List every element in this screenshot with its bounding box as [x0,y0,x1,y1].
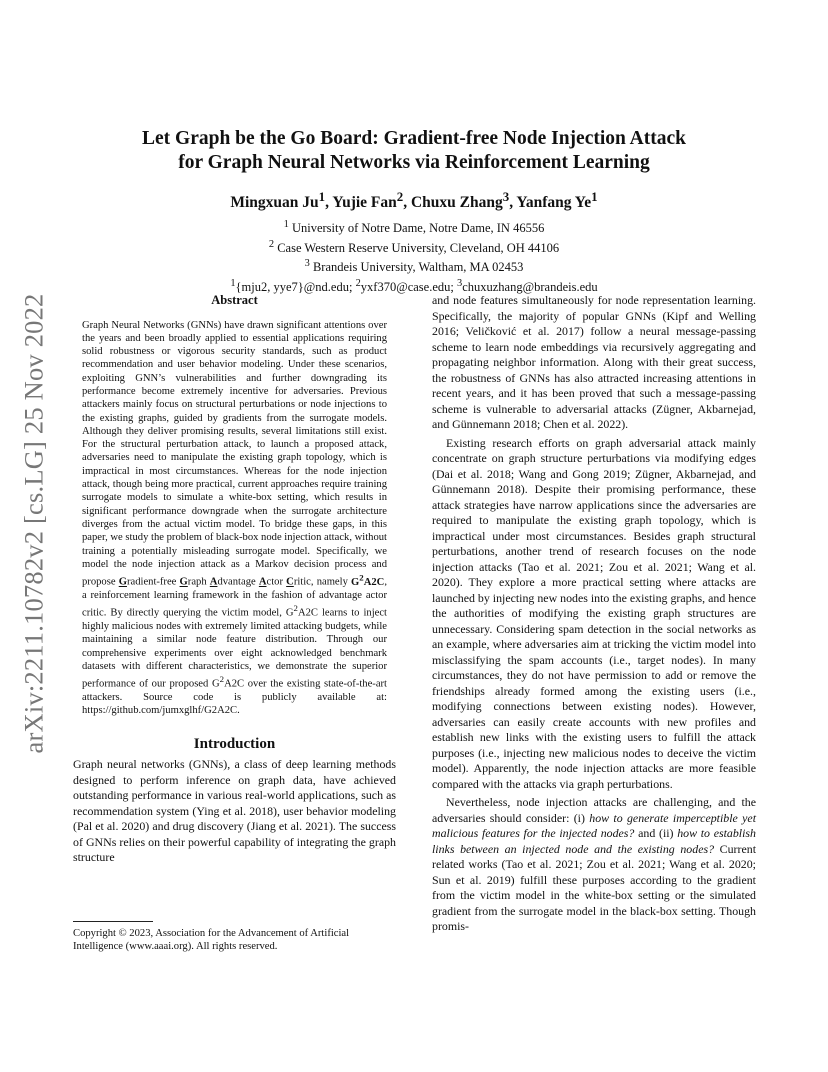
acronym-letter: G [179,576,188,588]
acronym-letter: A [209,576,218,588]
email-text: {mju2, yye7}@nd.edu; [235,280,356,294]
acronym-letter: C [286,576,294,588]
author-affil-sup: 3 [502,189,510,204]
right-paragraph-3 [432,795,756,935]
method-name-sup: 2 [359,572,364,583]
abstract-text: raph [187,576,210,588]
arxiv-id-text: arXiv:2211.10782v2 [cs.LG] 25 Nov 2022 [18,292,49,754]
title-line-2: for Graph Neural Networks via Reinforcement Learning [178,152,650,173]
author-affil-sup: 1 [318,189,326,204]
paragraph-text: Nevertheless, node injection attacks are challenging, and the adversaries should consider: (i) [432,795,756,825]
method-name [351,572,385,588]
email-text: yxf370@case.edu; [360,280,457,294]
method-name-part: A2C [297,607,318,619]
abstract-text: , a reinforcement learning framework in the fashion of advantage actor critic. By directly querying the victim model, [82,576,387,619]
abstract-text: over the existing state-of-the-art attackers. Source code is publicly available at: https://github.com/jumxglhf/G2A2C. [82,678,387,717]
arxiv-identifier-stamp [12,283,56,763]
copyright-footnote: Copyright © 2023, Association for the Advancement of Artificial Intelligence (www.aaai.org). All rights reserved. [73,928,350,953]
abstract-body [73,319,396,718]
author-name: Chuxu Zhang [410,194,503,212]
paragraph-text: and (ii) [634,826,678,840]
method-name-part: A2C [363,576,385,588]
email-sup: 1 [230,277,236,289]
affiliation-sup: 3 [304,258,310,270]
method-name-part: G [211,678,220,690]
email-text: chuxuzhang@brandeis.edu [462,280,598,294]
affiliation [72,256,756,276]
right-paragraph-2: Existing research efforts on graph adversarial attack mainly concentrate on graph structure perturbations via modifying edges (Dai et al. 2018; Wang and Gong 2019; Zügner, Akbarnejad, and Günnemann 2018). Despite their promising performance, these attack strategies have narrow applications since the adversaries are required to manipulate the existing graph topology, which is impractical under most circumstances. Besides graph structural perturbations, another trend of research focuses on the node injection attacks (Tao et al. 2021; Zou et al. 2021; Wang et al. 2020). They explore a more practical setting where attacks are launched by injecting new nodes into the existing graphs, and hence the authorities of modifying the existing graph structures are unnecessary. Considering spam detection in the social networks as an example, where adversaries aim at tricking the victim model into misclassifying the spam accounts (i.e., target nodes). In many circumstances, they do not have permission to add or remove the friendships already formed among the existing users (i.e., modifying connections between existing nodes). However, adversaries can easily create accounts with new profiles and establish new links with the existing users to fulfill the attack purposes (i.e., injecting new malicious nodes to deceive the victim model). Apparently, the node injection attacks are more feasible compared with the attacks via graph perturbations. [432,435,756,791]
author-name: Mingxuan Ju [230,194,319,212]
method-name-part: G [285,607,294,619]
abstract-text: ritic [293,576,311,588]
affiliation-sup: 2 [268,238,275,250]
method-name-part: G [351,576,360,588]
abstract-text: learns to inject highly malicious nodes with extremely limited attacking budgets, while maintaining a similar node feature distribution. Through our comprehensive experiments over eight acknowledged benchmark datasets with different characteristics, we demonstrate the superior performance of our proposed [82,607,387,690]
email-sup: 3 [457,277,463,289]
abstract-text: ctor [266,576,287,588]
affiliation-text: University of Notre Dame, Notre Dame, IN 46556 [291,221,545,236]
introduction-heading: Introduction [193,735,276,752]
abstract-text: radient-free [126,576,180,588]
intro-paragraph-1: Graph neural networks (GNNs), a class of deep learning methods designed to perform inference on graph data, have achieved outstanding performance in various real-world applications, such as recommendation system (Ying et al. 2018), user behavior modeling (Pal et al. 2020) and drug discovery (Jiang et al. 2021). The success of GNNs relies on their powerful capability of integrating the graph structure [73,757,396,865]
method-name-part: A2C [224,678,245,690]
emphasized-question: how to generate imperceptible yet malicious features for the injected nodes? [432,810,756,840]
affiliation [72,217,756,237]
left-column [73,293,396,866]
title-line-1: Let Graph be the Go Board: Gradient-free Node Injection Attack [142,128,686,149]
abstract-text: dvantage [217,576,259,588]
footnote-rule [73,921,153,922]
author-affil-sup: 1 [591,189,598,204]
affiliation [72,237,756,257]
right-column [432,293,756,935]
author-affil-sup: 2 [396,189,404,204]
paragraph-text: Current related works (Tao et al. 2021; Zou et al. 2021; Wang et al. 2020; Sun et al. 2019) fulfill these purposes according to the gradient from the victim model in the white-box setting or the simulated gradient from the surrogate model in the black-box setting. Though promis- [432,841,757,933]
emphasized-question: how to establish links between an injected node and the existing nodes? [432,826,756,856]
author-name: Yanfang Ye [516,194,592,212]
affiliation-text: Brandeis University, Waltham, MA 02453 [312,260,524,275]
affiliation-text: Case Western Reserve University, Cleveland, OH 44106 [277,240,560,255]
method-name-sup: 2 [293,603,298,614]
paper-title [72,127,756,175]
acronym-letter: A [258,576,267,588]
affiliation-sup: 1 [283,219,289,231]
email-sup: 2 [355,277,361,289]
author-list: Mingxuan Ju$^1$, Yujie Fan$^2$, Chuxu Zhang$^3$, Yanfang Ye$^1$ [230,189,598,212]
acronym-letter: G [118,576,127,588]
abstract-heading: Abstract [211,293,258,307]
right-paragraph-1: and node features simultaneously for node representation learning. Specifically, the majority of popular GNNs (Kipf and Welling 2016; Veličković et al. 2017) follow a neural message-passing scheme to learn node embeddings via recursively aggregating and propagating neighbor information. Along with their great success, the robustness of GNNs has also attracted increasing attentions in recent years, and it has been proved that such a message-passing scheme is vulnerable to adversarial attacks (Zügner, Akbarnejad, and Günnemann 2018; Chen et al. 2022). [432,293,756,431]
author-name: Yujie Fan [332,194,397,212]
method-name-sup: 2 [219,674,225,685]
abstract-text: Graph Neural Networks (GNNs) have drawn significant attentions over the years and been broadly applied to essential applications requiring solid robustness or vigorous security standards, such as product recommendation and user behavior modeling. Under these scenarios, exploiting GNN’s vulnerabilities and further downgrading its performance become extremely incentive for adversaries. Previous attackers mainly focus on structural perturbations or node injections to the existing graphs, guided by gradients from the surrogate models. Although they deliver promising results, several limitations still exist. For the structural perturbation attack, to launch a proposed attack, adversaries need to manipulate the existing graph topology, which is impractical in most circumstances. Whereas for the node injection attack, though being more practical, current approaches require training surrogate models to simulate a white-box setting, which results in significant performance downgrade when the surrogate architecture diverges from the actual victim model. To bridge these gaps, in this paper, we study the problem of black-box node injection attack, without training a potentially misleading surrogate model. Specifically, we model the node injection attack as a Markov decision process and propose [82,319,387,588]
paper-header [72,127,756,295]
abstract-text: , namely [310,576,352,588]
